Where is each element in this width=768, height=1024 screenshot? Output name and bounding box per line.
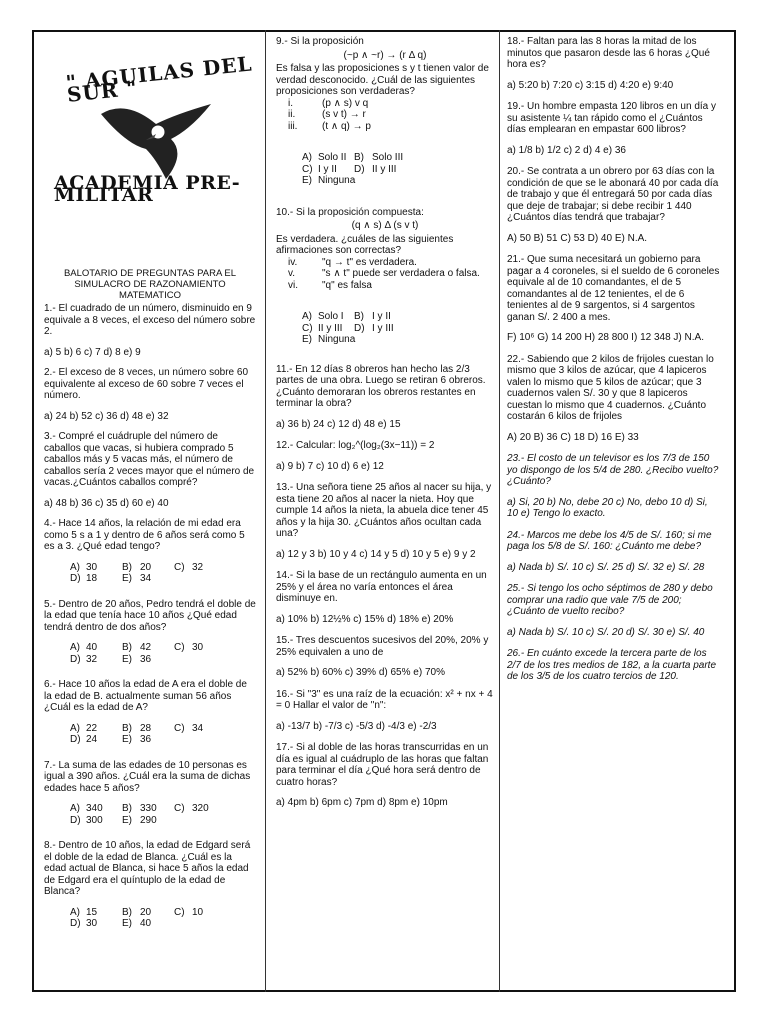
question-text: 26.- En cuánto excede la tercera parte de los 2/7 de los tres medios de 182, a la cuarta parte de los 3/5 de los cuatro tercios de 120. [507,648,717,682]
question-text: 19.- Un hombre empasta 120 libros en un día y su asistente ¼ tan rápido como el ¿Cuántos días emplearan en empastar 600 libros? [507,101,717,135]
item-number: v. [288,268,296,279]
question-block [507,354,721,444]
option-text: B) [354,152,364,163]
option-text: C) [302,322,313,334]
question-block [507,254,721,344]
question-text: 16.- Si "3" es una raíz de la ecuación: x² + nx + 4 = 0 Hallar el valor de "n": [276,688,493,711]
question-block [44,840,256,930]
academy-logo [44,36,256,206]
option-text: D) [70,653,81,665]
option-text [174,573,192,585]
option-text: E) [122,573,132,584]
answer-options: a) 4pm b) 6pm c) 7pm d) 8pm e) 10pm [276,797,448,808]
option-text: 20 [140,561,152,573]
question-text: 8.- Dentro de 10 años, la edad de Edgard será el doble de la edad de Blanca. ¿Cuál es la edad actual de Blanca, si hace 5 años la edad de Edgard era el quíntuplo de la edad de Blanca? [44,840,251,897]
question-text: 24.- Marcos me debe los 4/5 de S/. 160; si me paga los 5/8 de S/. 160: ¿Cuánto me debe? [507,529,712,552]
question-text: 7.- La suma de las edades de 10 personas es igual a 390 años. ¿Cuál era la suma de dichas edades hace 5 años? [44,759,251,794]
option-text: D) [70,573,81,584]
option-text: B) [122,722,132,734]
option-text: 30 [86,918,98,929]
column-divider [499,30,500,992]
proposition-item [288,121,494,133]
option-text: Solo III [372,152,404,163]
option-text: I y II [372,311,391,322]
option-text: B) [122,803,132,814]
option-text: D) [70,734,81,745]
question-text: 18.- Faltan para las 8 horas la mitad de los minutos que pasaron desde las 6 horas ¿Qué hora es? [507,36,710,70]
option-text: B) [354,311,364,322]
q9-formula: (~p ∧ ~r) → (r Δ q) [343,49,427,61]
option-text [424,323,458,335]
question-block [507,166,721,244]
option-text: E) [302,175,312,186]
document-header: BALOTARIO DE PREGUNTAS PARA EL SIMULACRO DE RAZONAMIENTO MATEMATICO [63,268,237,301]
option-text: 340 [86,803,103,814]
question-text: 13.- Una señora tiene 25 años al nacer su hija, y esta tiene 20 años al nacer la nieta. Hoy que cumple 14 años la nieta, la abuela dice tener 45 años y la hija 30. ¿Cuántos años ocultan cada una? [276,482,492,539]
proposition-item [288,257,494,269]
option-text: II y III [318,322,343,334]
question-text: 4.- Hace 14 años, la relación de mi edad era como 5 s a 1 y dentro de 6 años será como 5 es a 3. ¿Qué edad tengo? [44,518,245,552]
option-text: B) [122,906,132,918]
option-text [406,311,424,323]
question-text: 11.- En 12 días 8 obreros han hecho las 2/3 partes de una obra. Luego se retiran 6 obreros. ¿Cuánto demoraran los obreros restantes en terminar la obra? [276,363,486,409]
question-text: 15.- Tres descuentos sucesivos del 20%, 20% y 25% equivalen a uno de [276,635,489,658]
option-text [174,815,192,827]
option-text: C) [174,906,185,918]
option-text: 10 [192,906,204,918]
option-text: 300 [86,814,103,826]
option-text: 24 [86,734,98,745]
option-text: Solo II [318,152,347,163]
answer-options: a) 36 b) 24 c) 12 d) 48 e) 15 [276,418,401,430]
answer-options: a) Nada b) S/. 10 c) S/. 25 d) S/. 32 e) S/. 28 [507,561,705,573]
answer-options: a) Si, 20 b) No, debe 20 c) No, debo 10 d) Si, 10 e) Tengo lo exacto. [507,496,708,519]
question-text: 23.- El costo de un televisor es los 7/3 de 150 yo dispongo de los 5/4 de 280. ¿Recibo vuelto? ¿Cuánto? [507,453,719,487]
option-text: 42 [140,642,152,653]
option-text: D) [354,163,365,175]
answer-options: a) 10% b) 12½% c) 15% d) 18% e) 20% [276,613,454,625]
answer-options: a) 52% b) 60% c) 39% d) 65% e) 70% [276,667,445,678]
option-text: I y III [372,322,394,334]
question-block [276,635,494,679]
option-text: E) [122,918,132,929]
option-text: C) [302,163,313,175]
option-text: 30 [86,561,98,573]
option-text: 36 [140,734,152,745]
option-text: A) [70,722,80,734]
answer-options [70,562,256,585]
item-number: iv. [288,256,298,268]
item-text: "q → t" es verdadera. [322,256,417,268]
item-number: iii. [288,120,298,132]
option-text [174,918,192,930]
question-block [507,530,721,574]
answer-options: a) 48 b) 36 c) 35 d) 60 e) 40 [44,497,169,509]
question-block [276,440,494,472]
answer-options [70,723,256,746]
option-text: A) [70,561,80,573]
question-block [276,570,494,625]
question-text: 17.- Si al doble de las horas transcurridas en un día es igual al cuádruplo de las horas que faltan para terminar el día ¿Qué hora será dentro de cuatro horas? [276,742,489,788]
question-block [276,364,494,431]
question-text: 25.- Si tengo los ocho séptimos de 280 y debo comprar una radio que vale 7/5 de 200; ¿Cuánto de vuelto recibo? [507,583,713,617]
question-text: 21.- Que suma necesitará un gobierno para pagar a 4 coroneles, si el sueldo de 6 coroneles equivale al de 10 comandantes, el de 5 comandantes al de 12 tenientes, el de 6 tenientes al de 9 sargentos, si 4 sargentos ganan S/. 2 400 a mes. [507,254,720,323]
option-text: B) [122,642,132,653]
answer-options: a) -13/7 b) -7/3 c) -5/3 d) -4/3 e) -2/3 [276,720,437,732]
question-text: 5.- Dentro de 20 años, Pedro tendrá el doble de la edad que tenía hace 10 años ¿Qué edad tendrá dentro de dos años? [44,598,256,633]
option-text: B) [122,561,132,573]
answer-options: A) 20 B) 36 C) 18 D) 16 E) 33 [507,431,639,443]
option-text: Ninguna [318,334,356,345]
answer-options: a) 1/8 b) 1/2 c) 2 d) 4 e) 36 [507,144,626,156]
question-text: 20.- Se contrata a un obrero por 63 días con la condición de que se le abonará 40 por cada día de trabajo y que él entregará 50 por cada días que deje de trabajar; si debe recibir 1 440 ¿Cuántos días tendrá que trabajar? [507,166,719,223]
answer-options: a) 5:20 b) 7:20 c) 3:15 d) 4:20 e) 9:40 [507,79,674,91]
option-text: D) [70,918,81,929]
option-text: Ninguna [318,175,356,186]
option-text: 34 [140,573,152,584]
question-block [507,583,721,638]
item-text: (p ∧ s) v q [322,97,369,109]
question-block [44,760,256,827]
item-number: vi. [288,279,298,291]
answer-options: a) 9 b) 7 c) 10 d) 6 e) 12 [276,460,384,472]
option-text: E) [122,814,132,826]
answer-options: F) 10⁶ G) 14 200 H) 28 800 I) 12 348 J) N.A. [507,332,704,343]
question-block [276,482,494,560]
option-text [406,152,424,164]
option-text: A) [70,906,80,918]
option-text: 18 [86,573,98,584]
answer-options: a) 12 y 3 b) 10 y 4 c) 14 y 5 d) 10 y 5 e) 9 y 2 [276,548,476,560]
item-text: "s ∧ t" puede ser verdadera o falsa. [322,268,480,279]
option-text: 32 [192,561,204,573]
option-text [424,164,458,176]
answer-options: a) 24 b) 52 c) 36 d) 48 e) 32 [44,410,169,422]
answer-options: a) 5 b) 6 c) 7 d) 8 e) 9 [44,346,141,358]
option-text [406,323,424,335]
question-block [44,518,256,585]
option-text [406,164,424,176]
option-text [424,152,458,164]
question-block [276,742,494,809]
option-text [174,654,192,666]
item-text: (s v t) → r [322,109,366,120]
option-text: E) [302,334,312,345]
option-text: 40 [86,642,98,653]
question-text: 1.- El cuadrado de un número, disminuido en 9 equivale a 8 veces, el exceso del número sobre 2. [44,303,256,337]
option-text: II y III [372,163,397,175]
item-number: i. [288,97,293,109]
answer-options [70,907,256,930]
option-text: 40 [140,918,152,929]
column-2 [276,36,494,819]
question-9: 9.- Si la proposición (~p ∧ ~r) → (r Δ q) Es falsa y las proposiciones s y t tienen valor de verdad desconocido. ¿Cuál de las siguientes proposiciones son verdaderas? i. (p ∧ s) v q ii. (s v t) → r iii. (t ∧ q) → p A) Solo II B) Solo III C) I y II D) II y III E) Ninguna [276,36,494,187]
answer-options: a) Nada b) S/. 10 c) S/. 20 d) S/. 30 e) S/. 40 [507,626,705,638]
item-number: ii. [288,109,296,120]
eagle-icon [96,94,216,184]
option-text: I y II [318,163,337,175]
option-text: 15 [86,906,98,918]
option-text: 20 [140,906,152,918]
option-text: D) [354,322,365,334]
column-3 [507,36,721,693]
question-10: 10.- Si la proposición compuesta: (q ∧ s) Δ (s v t) Es verdadera. ¿cuáles de las siguientes afirmaciones son correctas? iv. "q → t" es verdadera. v. "s ∧ t" puede ser verdadera o falsa. vi. "q" es falsa A) Solo I B) I y II C) II y III D) I y III E) Ninguna [276,207,494,346]
option-text: E) [122,734,132,745]
question-block [44,367,256,422]
question-block [44,431,256,509]
option-text: A) [70,803,80,814]
option-text: 32 [86,653,98,665]
question-text: 12.- Calcular: log₂^(log₂(3x−11)) = 2 [276,440,435,451]
option-text: 36 [140,653,152,665]
option-text: D) [70,814,81,826]
proposition-item [288,109,494,121]
question-text: 2.- El exceso de 8 veces, un número sobre 60 equivalente al exceso de 60 sobre 7 veces el número. [44,367,249,401]
option-text: 22 [86,722,98,734]
option-text: 330 [140,803,157,814]
question-text: 14.- Si la base de un rectángulo aumenta en un 25% y el área no varía entonces el área disminuye en. [276,570,487,604]
option-text: Solo I [318,311,344,322]
question-block [507,453,721,520]
question-text: 6.- Hace 10 años la edad de A era el doble de la edad de B. actualmente suman 56 años ¿Cuál es la edad de A? [44,679,247,713]
option-text: C) [174,803,185,814]
question-block [507,101,721,156]
option-text: C) [174,722,185,734]
column-1 [44,36,256,944]
question-text: 22.- Sabiendo que 2 kilos de frijoles cuestan lo mismo que 3 kilos de azúcar, que 4 lapiceros valen lo mismo que 5 kilos de azúcar; que 3 cuadernos valen S/. 30 y que 8 lapiceros cuestan lo mismo que 4 cuadernos. ¿Cuánto costarán 6 kilos de frijoles [507,353,714,422]
item-text: (t ∧ q) → p [322,120,371,132]
question-block [44,599,256,666]
option-text: 28 [140,722,152,734]
answer-options [70,642,256,665]
option-text: 30 [192,642,204,653]
item-text: "q" es falsa [322,279,372,291]
question-block [44,303,256,358]
option-text: E) [122,653,132,665]
question-block [44,679,256,746]
answer-options [70,803,256,826]
question-text: 3.- Compré el cuádruple del número de caballos que vacas, si hubiera comprado 5 caballos más y 5 vacas más, el número de caballos sería 2 veces mayor que el número de vacas.¿Cuántos caballos compré? [44,431,255,488]
question-block [276,689,494,733]
option-text: 34 [192,722,204,734]
question-block [507,36,721,91]
q10-formula: (q ∧ s) Δ (s v t) [351,220,419,231]
option-text: 290 [140,814,157,826]
option-text [424,311,458,323]
option-text: A) [302,152,312,163]
option-text: C) [174,561,185,573]
proposition-item [288,268,494,280]
option-text: A) [302,311,312,322]
column-divider [265,30,266,992]
option-text [174,734,192,746]
proposition-item [288,280,494,292]
option-text: C) [174,642,185,653]
answer-options: A) 50 B) 51 C) 53 D) 40 E) N.A. [507,232,648,244]
option-text: 320 [192,803,209,814]
logo-subtitle: ACADEMIA PRE-MILITAR [54,172,241,206]
question-block [507,648,721,683]
logo-title: " AGUILAS DEL SUR " [64,51,254,107]
option-text: A) [70,642,80,653]
proposition-item [288,98,494,110]
